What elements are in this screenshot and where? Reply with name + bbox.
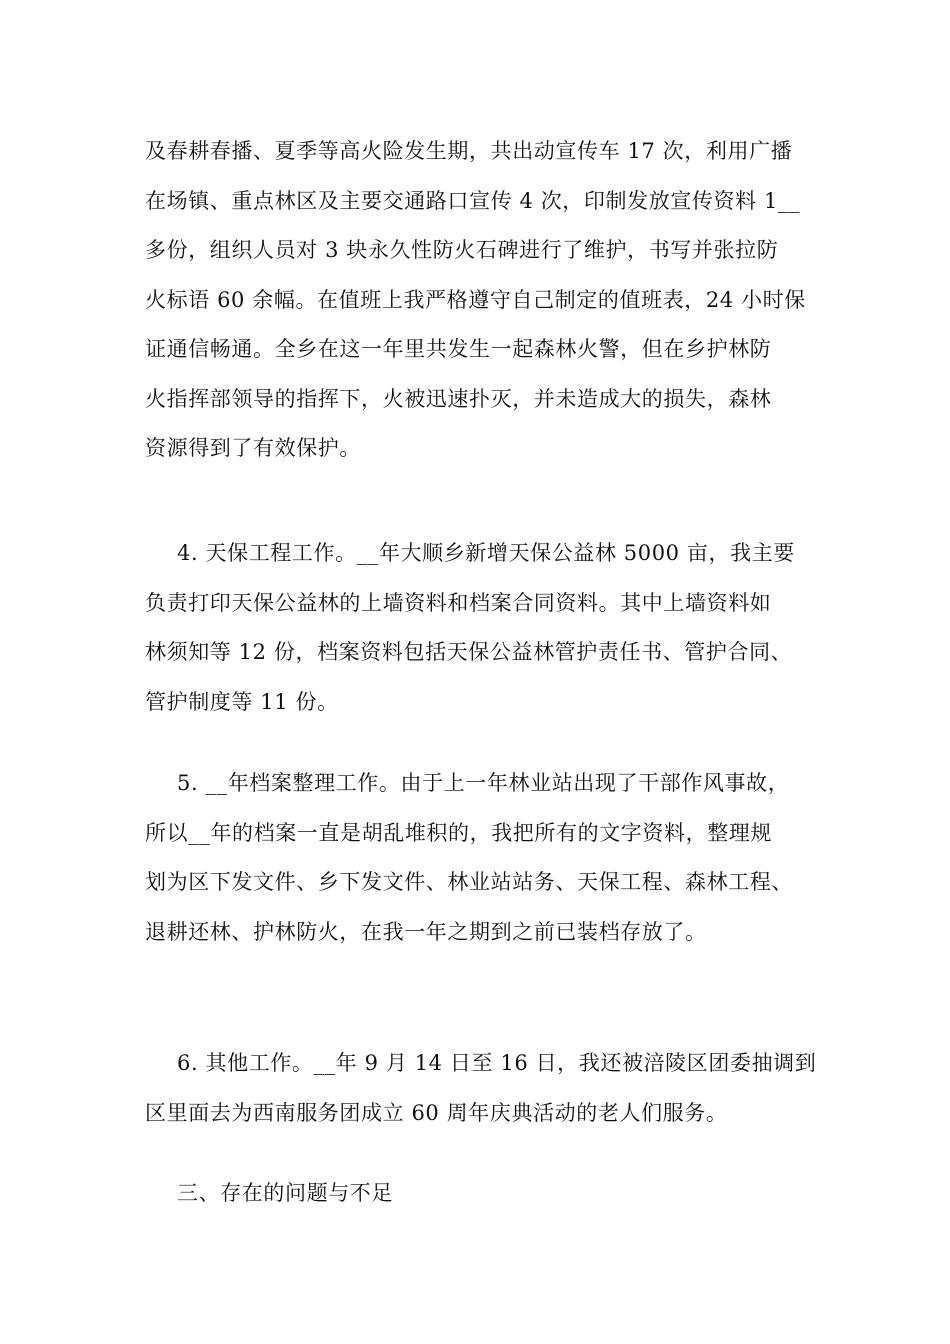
text-line: 4. 天保工程工作。__年大顺乡新增天保公益林 5000 亩，我主要 [177, 541, 795, 565]
text-line: 多份，组织人员对 3 块永久性防火石碑进行了维护，书写并张拉防 [145, 238, 779, 262]
paragraph-fire-prevention [145, 127, 825, 474]
text-line: 5. __年档案整理工作。由于上一年林业站出现了干部作风事故， [177, 771, 790, 795]
text-line: 火标语 60 余幅。在值班上我严格遵守自己制定的值班表，24 小时保 [145, 287, 806, 312]
text-line: 管护制度等 11 份。 [145, 689, 339, 714]
text-line: 所以__年的档案一直是胡乱堆积的，我把所有的文字资料，整理规 [145, 820, 772, 845]
paragraph-item-4 [145, 529, 825, 727]
text-line: 及春耕春播、夏季等高火险发生期，共出动宣传车 17 次，利用广播 [145, 139, 793, 163]
text-line: 资源得到了有效保护。 [145, 436, 361, 460]
heading-problems: 三、存在的问题与不足 [177, 1181, 393, 1205]
text-line: 在场镇、重点林区及主要交通路口宣传 4 次，印制发放宣传资料 1__ [145, 188, 801, 213]
paragraph-item-6 [145, 1039, 825, 1138]
text-line: 划为区下发文件、乡下发文件、林业站站务、天保工程、森林工程、 [145, 870, 793, 894]
text-line: 退耕还林、护林防火，在我一年之期到之前已装档存放了。 [145, 919, 707, 944]
text-line: 林须知等 12 份，档案资料包括天保公益林管护责任书、管护合同、 [145, 640, 793, 664]
text-line: 证通信畅通。全乡在这一年里共发生一起森林火警，但在乡护林防 [145, 337, 772, 361]
text-line: 负责打印天保公益林的上墙资料和档案合同资料。其中上墙资料如 [145, 590, 772, 615]
text-line: 火指挥部领导的指挥下，火被迅速扑灭，并未造成大的损失，森林 [145, 386, 772, 411]
text-line: 6. 其他工作。__年 9 月 14 日至 16 日，我还被涪陵区团委抽调到 [177, 1051, 817, 1075]
paragraph-item-5 [145, 759, 825, 957]
text-line: 区里面去为西南服务团成立 60 周年庆典活动的老人们服务。 [145, 1100, 728, 1125]
section-heading [145, 1169, 825, 1219]
